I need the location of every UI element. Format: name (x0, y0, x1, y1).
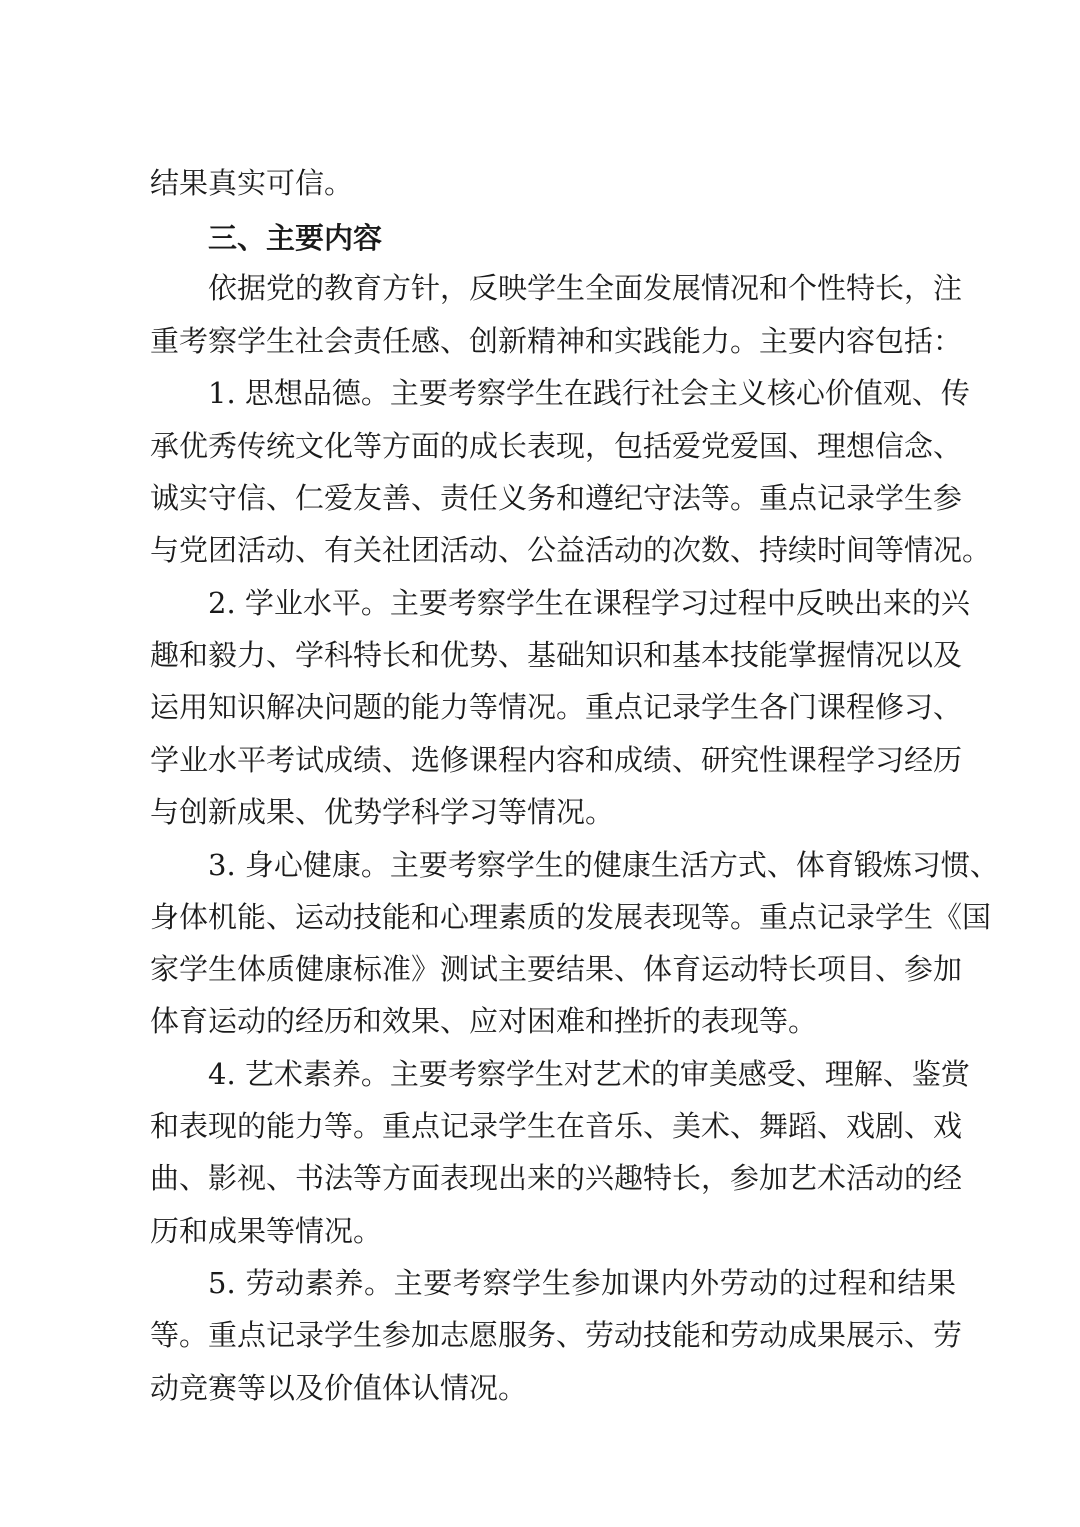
section-heading: 三、主要内容 (208, 221, 383, 255)
text-line: 5. 劳动素养。主要考察学生参加课内外劳动的过程和结果 (208, 1266, 956, 1300)
text-line: 家学生体质健康标准》测试主要结果、体育运动特长项目、参加 (150, 952, 963, 986)
text-line: 身体机能、运动技能和心理素质的发展表现等。重点记录学生《国 (150, 900, 992, 934)
text-line: 3. 身心健康。主要考察学生的健康生活方式、体育锻炼习惯、 (208, 848, 999, 882)
text-line: 等。重点记录学生参加志愿服务、劳动技能和劳动成果展示、劳 (150, 1318, 963, 1352)
text-line: 与创新成果、优势学科学习等情况。 (150, 795, 615, 829)
text-line: 运用知识解决问题的能力等情况。重点记录学生各门课程修习、 (150, 690, 963, 724)
text-line: 与党团活动、有关社团活动、公益活动的次数、持续时间等情况。 (150, 533, 992, 567)
text-line: 学业水平考试成绩、选修课程内容和成绩、研究性课程学习经历 (150, 743, 963, 777)
text-line: 体育运动的经历和效果、应对困难和挫折的表现等。 (150, 1004, 818, 1038)
text-line: 重考察学生社会责任感、创新精神和实践能力。主要内容包括： (150, 324, 963, 358)
text-line: 依据党的教育方针，反映学生全面发展情况和个性特长，注 (208, 271, 963, 305)
text-line: 动竞赛等以及价值体认情况。 (150, 1371, 528, 1405)
text-line: 1. 思想品德。主要考察学生在践行社会主义核心价值观、传 (208, 376, 970, 410)
text-line: 结果真实可信。 (150, 166, 354, 200)
text-line: 曲、影视、书法等方面表现出来的兴趣特长，参加艺术活动的经 (150, 1161, 963, 1195)
text-line: 4. 艺术素养。主要考察学生对艺术的审美感受、理解、鉴赏 (208, 1057, 970, 1091)
text-line: 趣和毅力、学科特长和优势、基础知识和基本技能掌握情况以及 (150, 638, 963, 672)
text-line: 历和成果等情况。 (150, 1214, 383, 1248)
text-line: 2. 学业水平。主要考察学生在课程学习过程中反映出来的兴 (208, 586, 970, 620)
text-line: 和表现的能力等。重点记录学生在音乐、美术、舞蹈、戏剧、戏 (150, 1109, 963, 1143)
text-line: 承优秀传统文化等方面的成长表现，包括爱党爱国、理想信念、 (150, 429, 963, 463)
text-line: 诚实守信、仁爱友善、责任义务和遵纪守法等。重点记录学生参 (150, 481, 963, 515)
